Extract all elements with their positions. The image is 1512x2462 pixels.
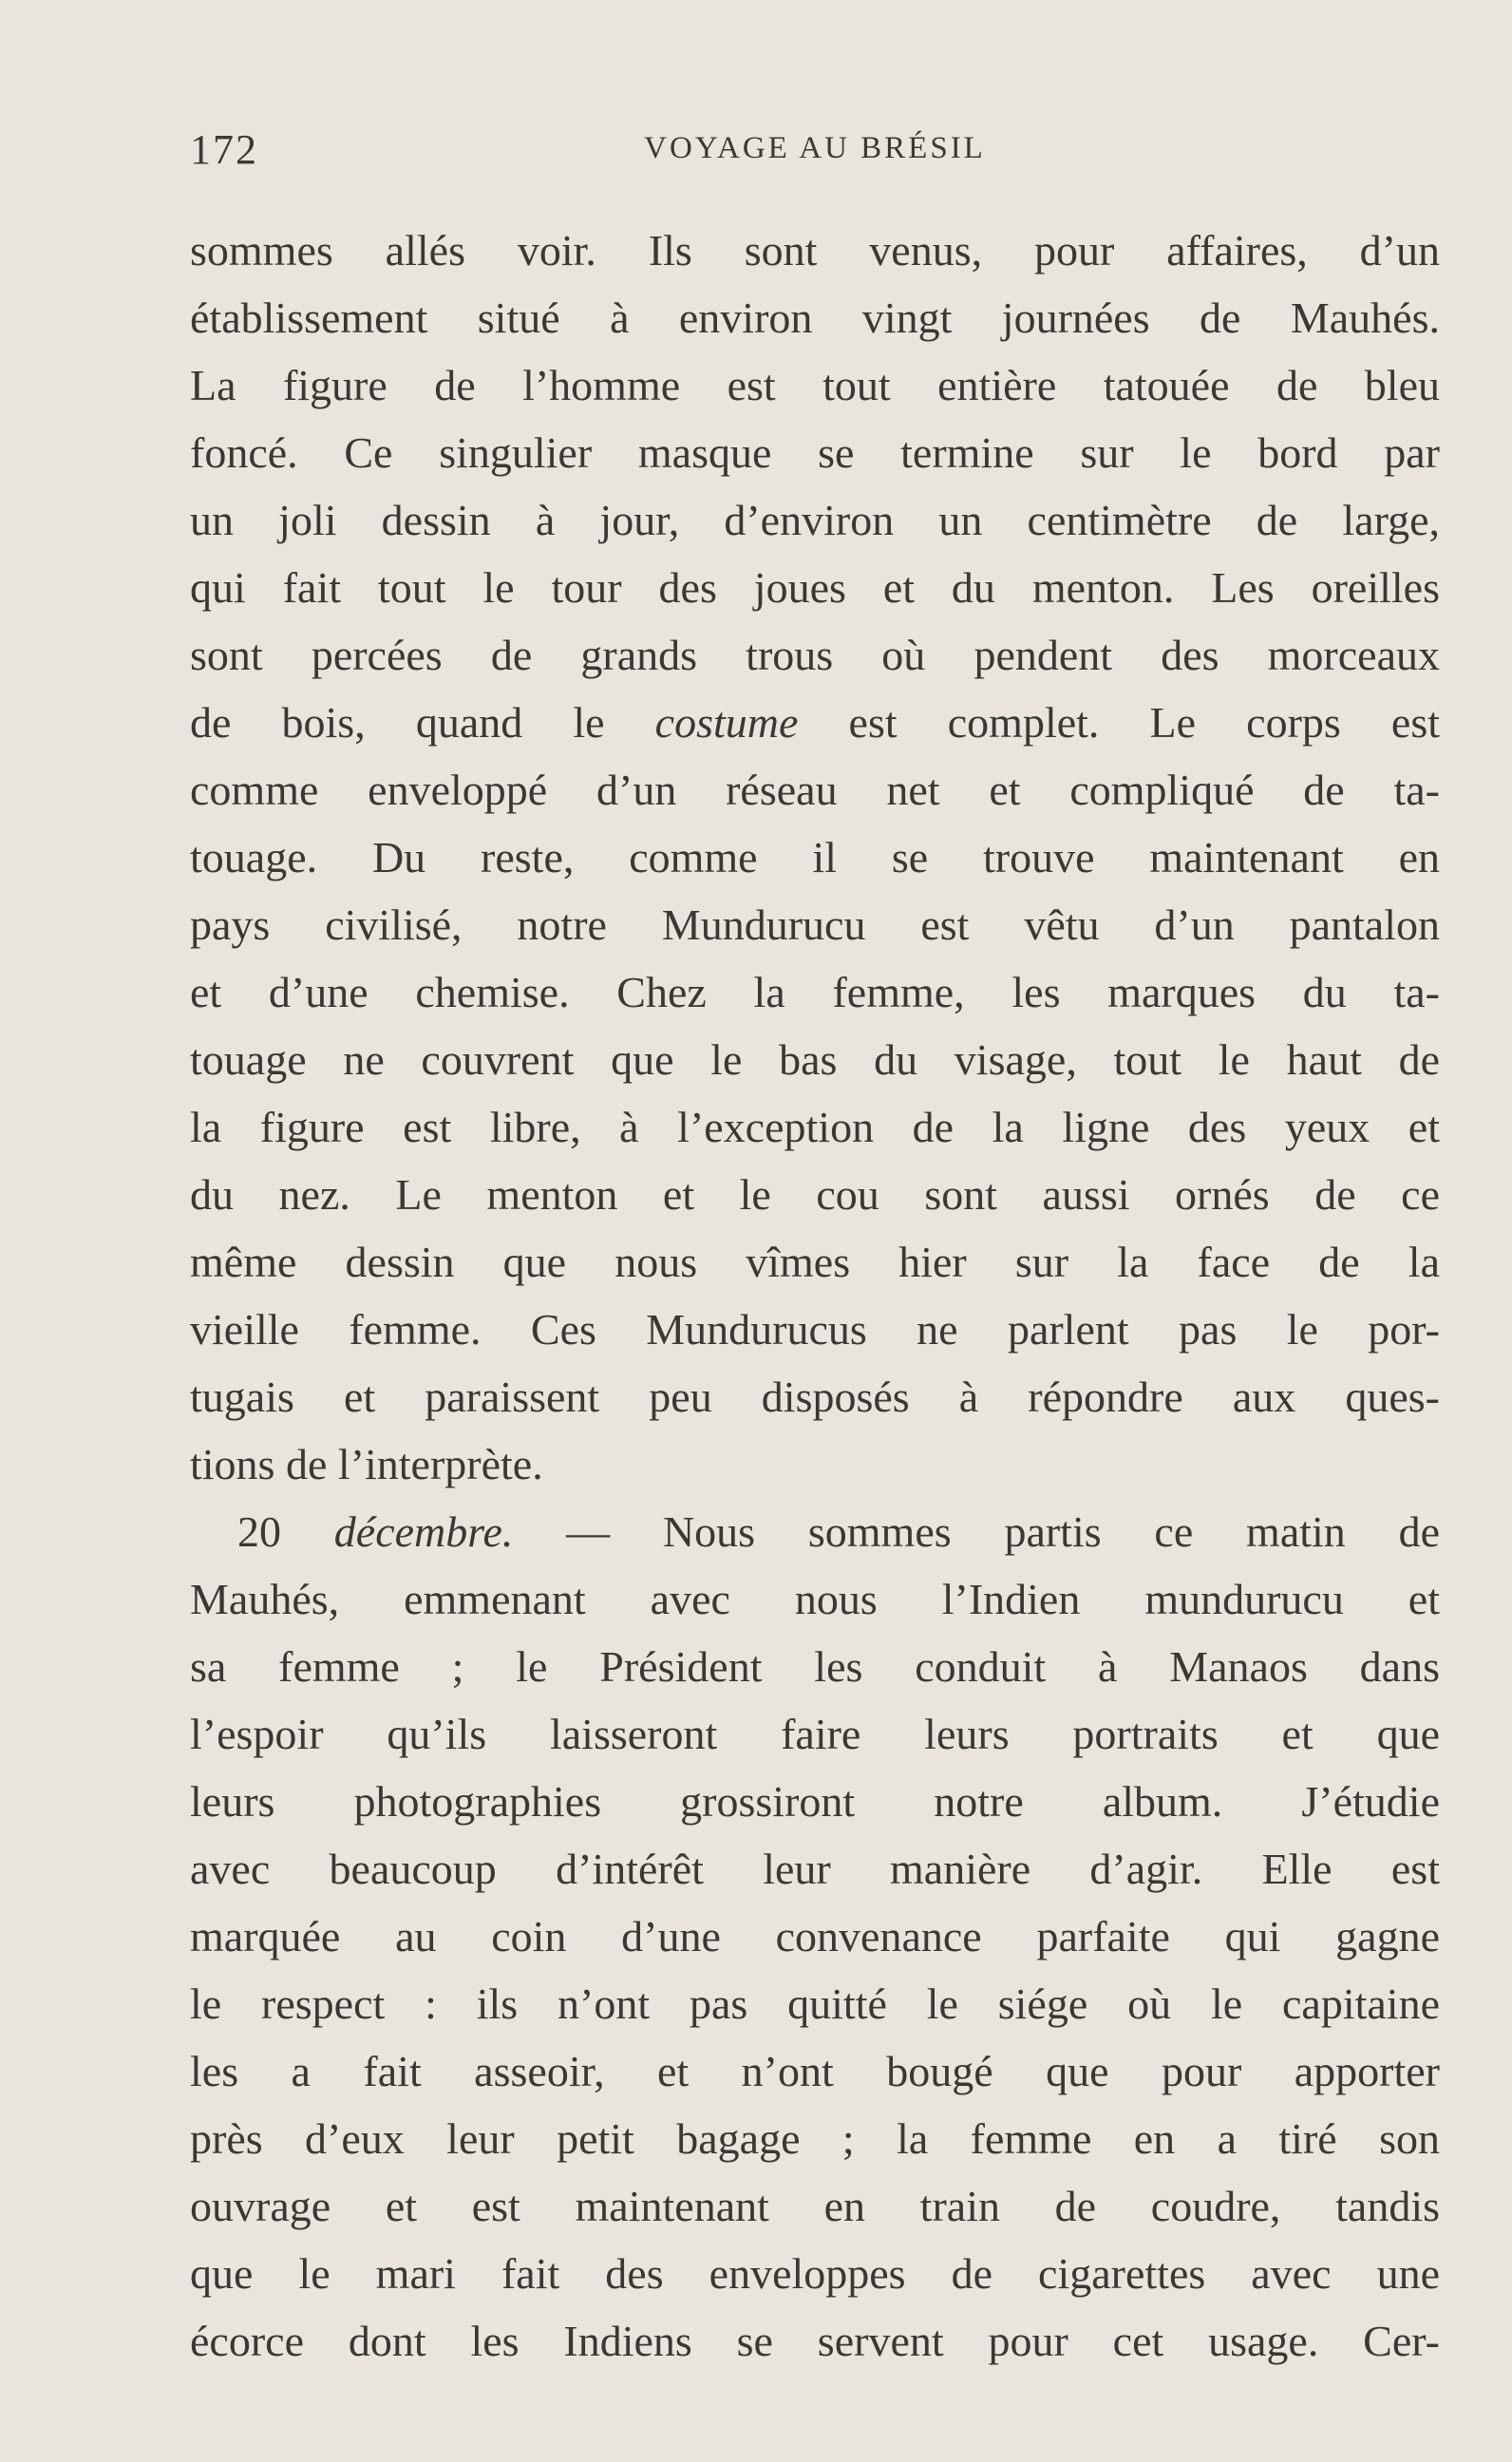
text-line: touage. Du reste, comme il se trouve maintenant en bbox=[190, 833, 1440, 881]
text-line: ouvrage et est maintenant en train de coudre, tandis bbox=[190, 2182, 1440, 2230]
running-title: VOYAGE AU BRÉSIL bbox=[644, 131, 986, 165]
text-line: la figure est libre, à l’exception de la ligne des yeux et bbox=[190, 1103, 1440, 1151]
text-line: établissement situé à environ vingt journées de Mauhés. bbox=[190, 294, 1440, 342]
text-line: sa femme ; le Président les conduit à Manaos dans bbox=[190, 1642, 1440, 1691]
text-line: pays civilisé, notre Mundurucu est vêtu d’un pantalon bbox=[190, 900, 1440, 949]
text-line: de bois, quand le costume est complet. Le corps est bbox=[190, 698, 1440, 747]
text-line: 20 décembre. — Nous sommes partis ce matin de bbox=[237, 1507, 1440, 1556]
text-line: tugais et paraissent peu disposés à répondre aux ques- bbox=[190, 1373, 1440, 1421]
italic-word: costume bbox=[654, 698, 799, 747]
text-line: marquée au coin d’une convenance parfaite qui gagne bbox=[190, 1912, 1440, 1960]
body-text bbox=[190, 217, 1440, 2375]
text-line: l’espoir qu’ils laisseront faire leurs portraits et que bbox=[190, 1710, 1440, 1758]
text-line: vieille femme. Ces Mundurucus ne parlent pas le por- bbox=[190, 1305, 1440, 1354]
text-line: sont percées de grands trous où pendent des morceaux bbox=[190, 631, 1440, 679]
text-line: près d’eux leur petit bagage ; la femme en a tiré son bbox=[190, 2114, 1440, 2163]
text-line: qui fait tout le tour des joues et du menton. Les oreilles bbox=[190, 563, 1440, 612]
text-line: tions de l’interprète. bbox=[190, 1440, 543, 1488]
text-line: sommes allés voir. Ils sont venus, pour affaires, d’un bbox=[190, 226, 1440, 275]
text-line: un joli dessin à jour, d’environ un centimètre de large, bbox=[190, 496, 1440, 544]
page-header bbox=[190, 125, 1440, 173]
page-number: 172 bbox=[190, 126, 258, 173]
text-line: avec beaucoup d’intérêt leur manière d’agir. Elle est bbox=[190, 1845, 1440, 1893]
italic-date: décembre. bbox=[333, 1507, 514, 1556]
text-line: écorce dont les Indiens se servent pour cet usage. Cer- bbox=[190, 2317, 1440, 2365]
text-line: les a fait asseoir, et n’ont bougé que pour apporter bbox=[190, 2047, 1440, 2095]
text-line: le respect : ils n’ont pas quitté le siége où le capitaine bbox=[190, 1979, 1440, 2028]
text-line: La figure de l’homme est tout entière tatouée de bleu bbox=[190, 361, 1440, 409]
text-line: comme enveloppé d’un réseau net et compliqué de ta- bbox=[190, 766, 1440, 814]
text-line: foncé. Ce singulier masque se termine sur le bord par bbox=[190, 428, 1440, 477]
text-line: et d’une chemise. Chez la femme, les marques du ta- bbox=[190, 968, 1440, 1016]
text-line: du nez. Le menton et le cou sont aussi ornés de ce bbox=[190, 1170, 1440, 1219]
text-line: leurs photographies grossiront notre album. J’étudie bbox=[190, 1777, 1440, 1826]
text-line: que le mari fait des enveloppes de cigarettes avec une bbox=[190, 2249, 1440, 2298]
text-line: touage ne couvrent que le bas du visage, tout le haut de bbox=[190, 1035, 1440, 1084]
text-line: Mauhés, emmenant avec nous l’Indien mundurucu et bbox=[190, 1575, 1440, 1623]
text-line: même dessin que nous vîmes hier sur la face de la bbox=[190, 1238, 1440, 1286]
